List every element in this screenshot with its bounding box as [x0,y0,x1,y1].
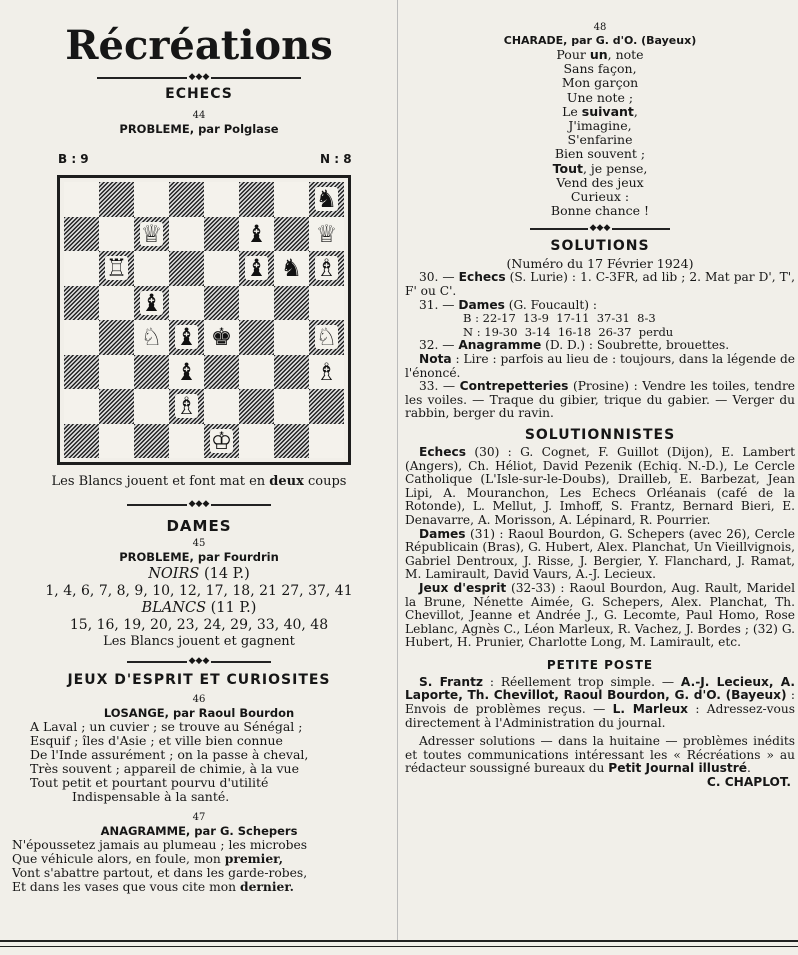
solution-label: Echecs [458,270,506,285]
chess-square [99,320,134,355]
anagramme-number: 47 [192,812,206,823]
chess-square [309,424,344,459]
chess-square [274,286,309,321]
bottom-rule [0,940,798,942]
losange-number: 46 [192,694,206,705]
chess-square [309,251,344,286]
poste-label: A.-J. Lecieux, A. Laporte, Th. Chevillot, Raoul Bourdon, G. d'O. (Bayeux) [405,674,796,703]
chess-square [239,251,274,286]
chess-square [239,424,274,459]
chess-square [64,251,99,286]
chess-square [99,182,134,217]
chess-square [239,182,274,217]
solutionnistes-jeux [405,582,795,650]
solution-num: 32. — [419,338,459,353]
adresser-text: Adresser solutions — dans la huitaine — problèmes inédits et toutes communications intéressant les « Récréations » au rédacteur soussigné bureaux du [405,734,795,776]
noirs-label: NOIRS [148,566,200,582]
anagramme-verse [8,838,390,894]
chess-grid [64,182,344,458]
chess-square [309,217,344,252]
chess-square [64,424,99,459]
chess-piece: ♗ [315,254,338,283]
chess-square [99,251,134,286]
chess-piece: ♚ [210,323,233,352]
charade-line: S'enfarine [567,132,633,148]
solution-num: 33. — [419,379,460,394]
solution-30 [405,271,795,298]
poste-heading: PETITE POSTE [546,657,654,672]
chess-square [239,286,274,321]
nota-label: Nota [419,352,452,366]
adresser-end: . [747,761,751,776]
chess-piece: ♗ [175,392,198,421]
charade-line: Bonne chance ! [550,203,650,219]
chess-square [134,424,169,459]
chess-piece: ♕ [315,219,338,248]
chess-square [64,182,99,217]
chess-square [134,389,169,424]
charade-verse [405,48,795,218]
chess-square [239,355,274,390]
solution-32 [405,339,795,353]
dames-section [8,496,390,894]
chess-square [64,355,99,390]
chess-square [309,182,344,217]
anagramme-line: Que véhicule alors, en foule, mon [12,852,225,866]
chess-piece: ♕ [140,219,163,248]
chess-square [274,217,309,252]
chess-square [64,217,99,252]
dames-ornament: ◆◆◆ [8,500,390,509]
chess-piece: ♝ [175,323,198,352]
chess-square [99,286,134,321]
chess-piece: ♞ [315,185,338,214]
chess-square [169,182,204,217]
poste-label: S. Frantz [419,674,484,689]
chess-square [134,355,169,390]
right-column [405,0,795,790]
solutionnistes-label: Dames [419,526,466,541]
losange-line: Très souvent ; appareil de chimie, à la vue [30,761,300,776]
anagramme-bold: premier, [224,851,284,866]
chess-square [64,320,99,355]
chess-square [169,389,204,424]
black-count: N : 8 [320,152,352,166]
chess-piece: ♝ [245,254,268,283]
chess-square [169,217,204,252]
chess-square [64,389,99,424]
losange-line: A Laval ; un cuvier ; se trouve au Sénégal ; [30,719,303,734]
solution-31 [405,299,795,313]
solutionnistes-heading: SOLUTIONNISTES [524,426,676,443]
chess-square [204,355,239,390]
poste-text: : Envois de problèmes reçus. — [405,688,795,717]
chess-square [204,424,239,459]
solution-text: (Prosine) : Vendre les toiles, tendre les voiles. — Traque du gibier, trique du gabier. — Verger du rabbin, berger du ravin. [405,379,795,421]
chess-square [274,355,309,390]
solutions-heading: SOLUTIONS [550,238,650,255]
chess-square [309,286,344,321]
chess-square [274,389,309,424]
solution-label: Dames [458,297,505,312]
chess-piece: ♘ [140,323,163,352]
anagramme-line: Vont s'abattre partout, et dans les garde-robes, [12,866,308,880]
adresser-bold: Petit Journal illustré [608,761,748,776]
poste-label: L. Marleux [612,702,689,717]
chess-square [239,389,274,424]
solutions-issue: (Numéro du 17 Février 1924) [506,256,694,272]
jeux-heading: JEUX D'ESPRIT ET CURIOSITES [67,672,331,688]
anagramme-line: N'époussetez jamais au plumeau ; les microbes [12,838,308,852]
chess-caption [8,474,390,489]
title-ornament: ◆◆◆ [8,73,390,82]
chess-square [169,355,204,390]
noirs-count: (14 P.) [203,566,250,582]
solutionnistes-text: (32-33) : Raoul Bourdon, Aug. Rault, Maridel la Brune, Nénette Aimée, G. Schepers, Alex. Planchat, Th. Chevillot, Jeanne et Andrée J., G. Lecomte, Paul Homo, Rose Leblanc, Agnès C., Léon Marleux, R. Vachez, J. Bordes ; (32) G. Hubert, H. Prunier, Charlotte Long, M. Lamirault, etc. [405,580,795,650]
blancs-list: 15, 16, 19, 20, 23, 24, 29, 33, 40, 48 [69,617,329,633]
solutionnistes-text: (31) : Raoul Bourdon, G. Schepers (avec 26), Cercle Républicain (Bras), G. Hubert, Alex. Planchat, Un Vieillvignois, Gabriel Dentroux, J. Risse, J. Bergier, Y. Flanchard, J. Ramat, M. Lamirault, David Vaurs, A.-J. Lecieux. [405,526,795,582]
charade-line: Pour un, note [556,47,644,62]
chess-square [134,217,169,252]
chess-square [134,286,169,321]
solution-num: 30. — [419,270,459,285]
losange-line: Indispensable à la santé. [72,789,230,804]
nota [405,353,795,380]
chess-piece: ♞ [280,254,303,283]
chess-square [274,182,309,217]
solution-label: Anagramme [458,338,542,353]
signature: C. CHAPLOT. [706,775,791,790]
charade-line: Le suivant, [562,103,638,119]
chess-square [204,286,239,321]
chess-square [64,286,99,321]
chess-square [274,320,309,355]
chess-square [99,389,134,424]
solution-31-n: N : 19-30 3-14 16-18 26-37 perdu [463,324,674,339]
solutionnistes-label: Echecs [419,444,466,459]
blancs-count: (11 P.) [210,600,257,616]
dames-number: 45 [192,538,206,549]
solution-31-b: B : 22-17 13-9 17-11 37-31 8-3 [463,311,656,326]
solutionnistes-text: (30) : G. Cognet, F. Guillot (Dijon), E. Lambert (Angers), Ch. Héliot, David Pezenik (Echiq. N.-D.), Le Cercle Catholique (L'Isle-sur-le-Doubs), Drailleb, E. Barbezat, Jean Lipi, A. Mouranchon, Les Echecs Orléanais (café de la Rotonde), L. Mellut, J. Imhoff, S. Frantz, Bernard Bieri, E. Denavarre, A. Morisson, A. Lépinard, R. Pourrier. [405,444,795,527]
solution-num: 31. — [419,297,459,312]
charade-line: Vend des jeux [556,174,644,190]
chess-square [169,286,204,321]
dames-heading: DAMES [166,517,232,535]
bottom-rule-thin [0,946,798,947]
chess-square [169,251,204,286]
page-title: Récréations [65,22,333,69]
losange-line: De l'Inde assurément ; on la passe à cheval, [30,747,309,762]
chess-square [99,355,134,390]
chess-piece: ♖ [105,254,128,283]
chess-square [204,217,239,252]
chess-piece: ♗ [315,357,338,386]
dames-caption: Les Blancs jouent et gagnent [103,634,295,649]
anagramme-line: Et dans les vases que vous cite mon [12,880,240,894]
charade-title: CHARADE, par G. d'O. (Bayeux) [503,34,697,47]
chess-square [274,424,309,459]
echecs-problem-title: PROBLEME, par Polglase [119,122,279,136]
chess-piece: ♝ [245,219,268,248]
charade-line: Une note ; [566,89,634,105]
nota-text: : Lire : parfois au lieu de : toujours, dans la légende de l'énoncé. [405,352,795,380]
jeux-ornament: ◆◆◆ [8,657,390,666]
chess-square [169,320,204,355]
noirs-list: 1, 4, 6, 7, 8, 9, 10, 12, 17, 18, 21 27, 37, 41 [45,583,353,599]
chess-piece: ♝ [140,288,163,317]
solutionnistes-label: Jeux d'esprit [419,580,507,595]
solutionnistes-echecs [405,446,795,528]
charade-line: Tout, je pense, [552,160,648,176]
charade-line: J'imagine, [568,118,632,134]
solution-text: (G. Foucault) : [504,297,598,312]
poste-text: : Adressez-vous directement à l'Administration du journal. [405,702,796,730]
chess-square [204,389,239,424]
poste-text: : Réellement trop simple. — [483,674,681,689]
chess-square [309,355,344,390]
anagramme-title: ANAGRAMME, par G. Schepers [100,824,298,838]
chess-caption-end: coups [303,474,347,489]
chess-piece: ♝ [175,357,198,386]
adresser-note [405,734,795,790]
echecs-heading: ECHECS [165,86,233,102]
losange-verse [8,720,390,804]
charade-line: Mon garçon [561,75,639,91]
charade-line: Bien souvent ; [554,146,646,162]
chess-caption-bold: deux [269,474,304,489]
chess-square [309,320,344,355]
charade-line: Sans façon, [563,61,637,77]
losange-line: Esquif ; îles d'Asie ; et ville bien connue [30,733,283,748]
losange-line: Tout petit et pourtant pourvu d'utilité [30,775,269,790]
chess-piece: ♘ [315,323,338,352]
charade-line: Curieux : [570,189,630,205]
chess-square [169,424,204,459]
chess-square [274,251,309,286]
chess-piece: ♔ [210,426,233,455]
poste-messages [405,676,795,730]
anagramme-bold: dernier. [240,879,294,894]
chess-square [309,389,344,424]
solutions-ornament: ◆◆◆ [405,224,795,233]
chess-square [134,320,169,355]
losange-title: LOSANGE, par Raoul Bourdon [103,706,295,720]
white-count: B : 9 [58,152,89,166]
dames-problem-title: PROBLEME, par Fourdrin [119,550,279,564]
chess-square [204,182,239,217]
chess-square [134,182,169,217]
chess-board [57,175,351,465]
echecs-number: 44 [192,110,206,121]
solution-label: Contrepetteries [459,379,569,394]
charade-number: 48 [593,22,607,33]
solutionnistes-dames [405,528,795,582]
chess-square [239,217,274,252]
column-divider [397,0,398,940]
chess-square [239,320,274,355]
chess-square [204,251,239,286]
chess-square [99,217,134,252]
solution-text: (D. D.) : Soubrette, brouettes. [541,338,730,353]
chess-caption-text: Les Blancs jouent et font mat en [51,474,270,489]
chess-square [99,424,134,459]
left-column [8,0,390,166]
chess-square [204,320,239,355]
solution-text: (S. Lurie) : 1. C-3FR, ad lib ; 2. Mat par D', T', F' ou C'. [405,270,796,299]
chess-square [134,251,169,286]
solution-33 [405,380,795,421]
blancs-label: BLANCS [141,600,207,616]
